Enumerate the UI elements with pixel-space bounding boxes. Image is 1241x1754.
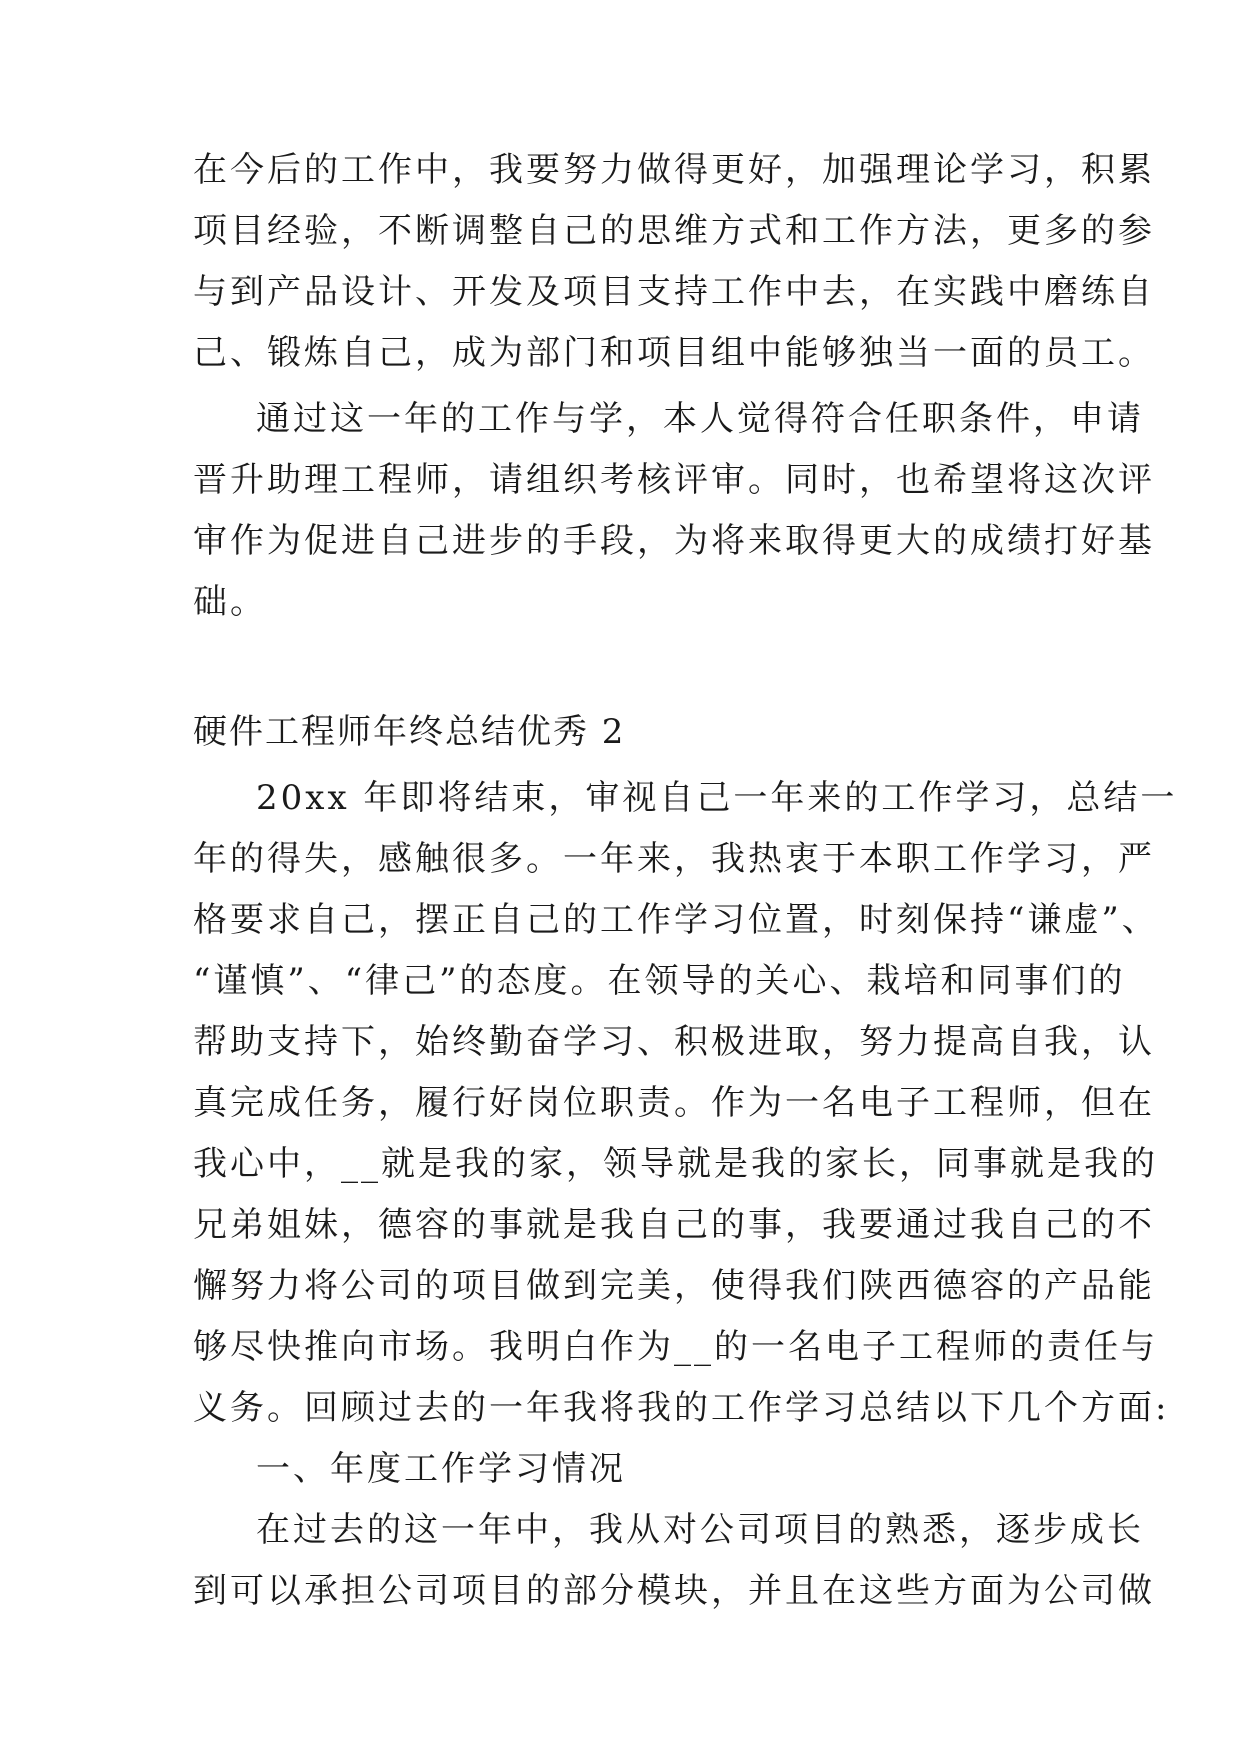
paragraph-line: 20xx 年即将结束，审视自己一年来的工作学习，总结一 <box>256 778 1178 818</box>
paragraph-line: 晋升助理工程师，请组织考核评审。同时，也希望将这次评 <box>193 460 1155 500</box>
paragraph-line: “谨慎”、“律己”的态度。在领导的关心、栽培和同事们的 <box>193 961 1126 1001</box>
paragraph-line: 通过这一年的工作与学，本人觉得符合任职条件，申请 <box>256 399 1144 439</box>
paragraph-line: 在今后的工作中，我要努力做得更好，加强理论学习，积累 <box>193 150 1155 190</box>
section-heading: 硬件工程师年终总结优秀 2 <box>193 712 626 752</box>
paragraph-line: 年的得失，感触很多。一年来，我热衷于本职工作学习，严 <box>193 839 1155 879</box>
paragraph-line: 格要求自己，摆正自己的工作学习位置，时刻保持“谦虚”、 <box>193 900 1159 940</box>
paragraph-line: 己、锻炼自己，成为部门和项目组中能够独当一面的员工。 <box>193 333 1155 373</box>
paragraph-line: 项目经验，不断调整自己的思维方式和工作方法，更多的参 <box>193 211 1155 251</box>
paragraph-line: 够尽快推向市场。我明白作为__的一名电子工程师的责任与 <box>193 1327 1158 1367</box>
paragraph-line: 审作为促进自己进步的手段，为将来取得更大的成绩打好基 <box>193 521 1155 561</box>
paragraph-line: 帮助支持下，始终勤奋学习、积极进取，努力提高自我，认 <box>193 1022 1155 1062</box>
paragraph-line: 真完成任务，履行好岗位职责。作为一名电子工程师，但在 <box>193 1083 1155 1123</box>
subsection-heading: 一、年度工作学习情况 <box>256 1449 626 1489</box>
paragraph-line: 我心中，__就是我的家，领导就是我的家长，同事就是我的 <box>193 1144 1158 1184</box>
paragraph-line: 义务。回顾过去的一年我将我的工作学习总结以下几个方面: <box>193 1388 1170 1428</box>
paragraph-line: 懈努力将公司的项目做到完美，使得我们陕西德容的产品能 <box>193 1266 1155 1306</box>
paragraph-line: 在过去的这一年中，我从对公司项目的熟悉，逐步成长 <box>256 1510 1144 1550</box>
paragraph-line: 到可以承担公司项目的部分模块，并且在这些方面为公司做 <box>193 1571 1155 1611</box>
paragraph-line: 兄弟姐妹，德容的事就是我自己的事，我要通过我自己的不 <box>193 1205 1155 1245</box>
paragraph-line: 础。 <box>193 582 267 622</box>
paragraph-line: 与到产品设计、开发及项目支持工作中去，在实践中磨练自 <box>193 272 1155 312</box>
